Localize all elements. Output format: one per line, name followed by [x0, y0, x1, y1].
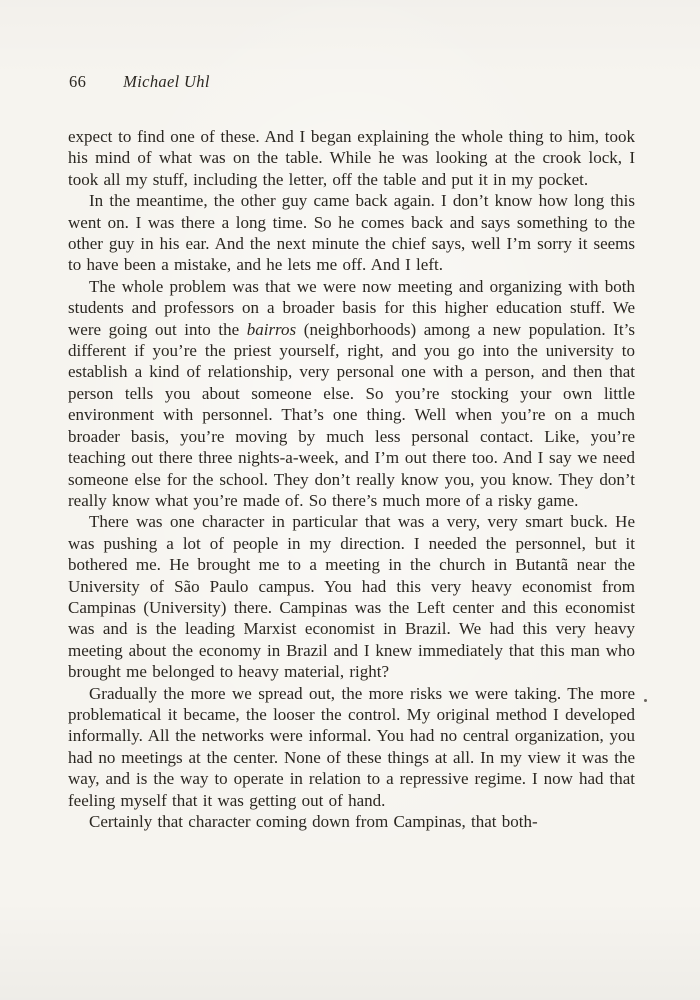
paragraph: [68, 511, 635, 682]
scan-artifact-dot: [644, 699, 647, 702]
paragraph: [68, 811, 635, 832]
page-body: [68, 126, 635, 832]
paragraph: [68, 190, 635, 276]
text-segment: Gradually the more we spread out, the more risks we were taking. The more problematical it became, the looser the control. My original method I developed informally. All the networks were informal. You had no central organization, you had no meetings at the center. None of these things at all. In my view it was the way, and is the way to operate in relation to a repressive regime. I now had that feeling myself that it was getting out of hand.: [68, 683, 635, 810]
text-segment: Certainly that character coming down from Campinas, that both-: [89, 812, 538, 831]
running-header: [69, 72, 634, 92]
text-segment: The whole problem was that we were now meeting and organizing with both students and professors on a broader basis for this higher education stuff. We were going out into the: [68, 276, 635, 339]
running-title: Michael Uhl: [123, 72, 210, 91]
text-segment: In the meantime, the other guy came back again. I don’t know how long this went on. I was there a long time. So he comes back and says something to the other guy in his ear. And the next minute the chief says, well I’m sorry it seems to have been a mistake, and he lets me off. And I left.: [68, 191, 635, 275]
paragraph: [68, 276, 635, 511]
text-segment: There was one character in particular that was a very, very smart buck. He was pushing a lot of people in my direction. I needed the personnel, but it bothered me. He brought me to a meeting in the church in Butantã near the University of São Paulo campus. You had this very heavy economist from Campinas (University) there. Campinas was the Left center and this economist was and is the leading Marxist economist in Brazil. We had this very heavy meeting about the economy in Brazil and I knew immediately that this man who brought me belonged to heavy material, right?: [68, 512, 635, 682]
paragraph: [68, 683, 635, 811]
text-segment: expect to find one of these. And I began explaining the whole thing to him, took his mind of what was on the table. While he was looking at the crook lock, I took all my stuff, including the letter, off the table and put it in my pocket.: [68, 127, 635, 189]
page-number: 66: [69, 72, 87, 91]
italic-term: bairros: [246, 319, 297, 339]
text-segment: (neighborhoods) among a new population. It’s different if you’re the priest yourself, right, and you go into the university to establish a kind of relationship, very personal one with a person, and then that person tells you about someone else. So you’re stocking your own little environment with personnel. That’s one thing. Well when you’re on a much broader basis, you’re moving by much less personal contact. Like, you’re teaching out there three nights-a-week, and I’m out there too. And I say we need someone else for the school. They don’t really know you, you know. They don’t really know what you’re made of. So there’s much more of a risky game.: [68, 319, 635, 510]
paragraph: [68, 126, 635, 190]
